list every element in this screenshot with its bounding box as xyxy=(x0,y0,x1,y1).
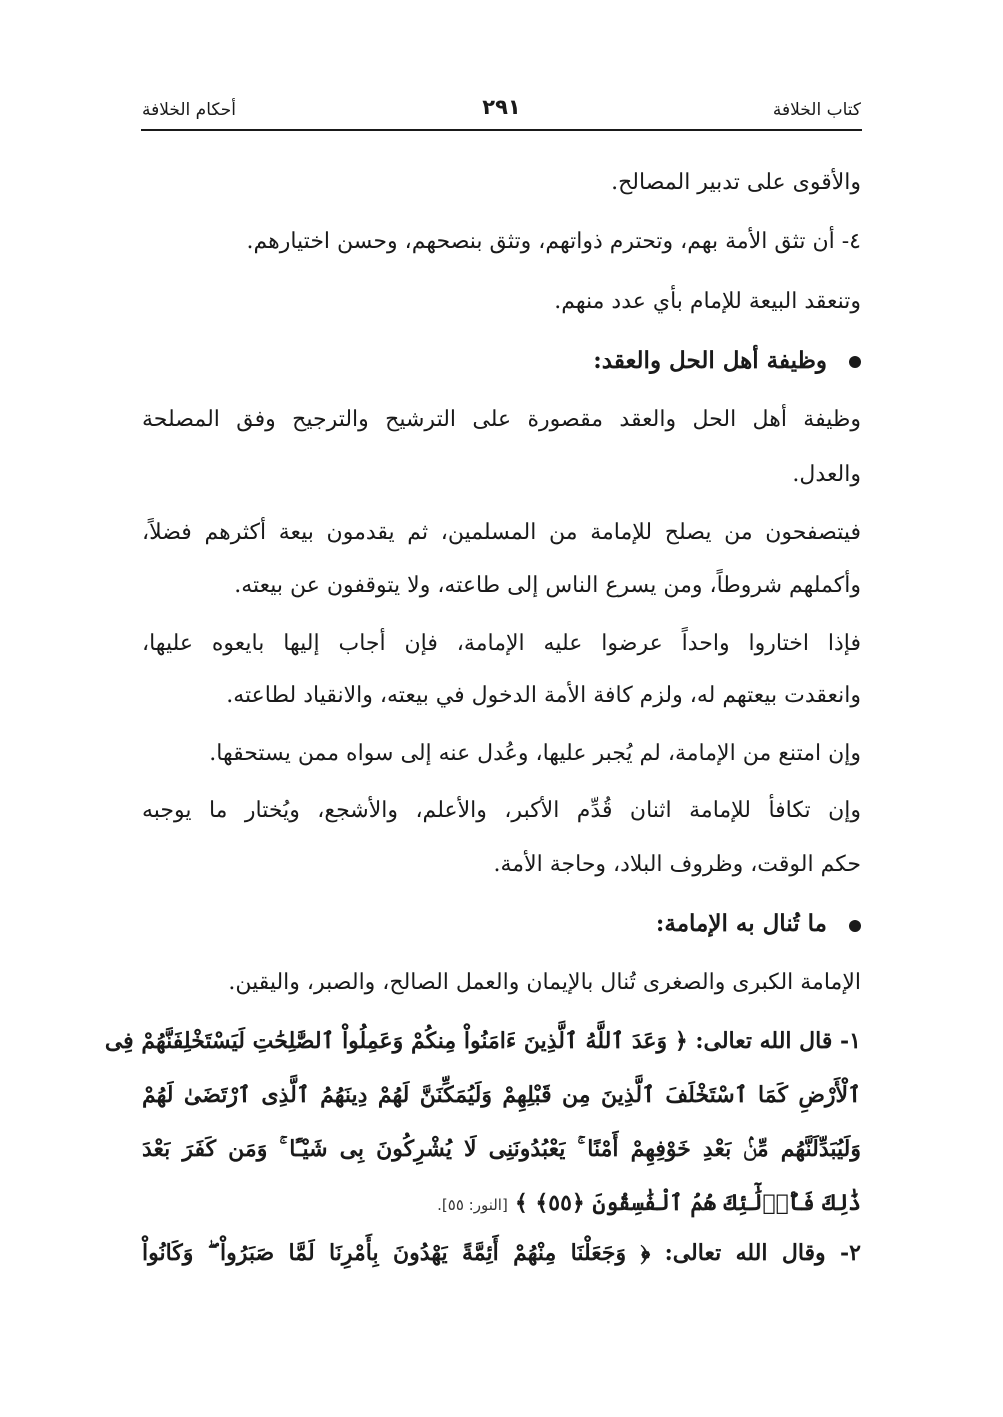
text-line: الإمامة الكبرى والصغرى تُنال بالإيمان والعمل الصالح، والصبر، واليقين. xyxy=(228,970,861,995)
text-line: والأقوى على تدبير المصالح. xyxy=(611,170,861,195)
section-heading: وظيفة أهل الحل والعقد: xyxy=(593,347,827,374)
text-line: حكم الوقت، وظروف البلاد، وحاجة الأمة. xyxy=(493,852,861,877)
quran-verse-line: ٱلْأَرْضِ كَمَا ٱسْتَخْلَفَ ٱلَّذِينَ مِن قَبْلِهِمْ وَلَيُمَكِّنَنَّ لَهُمْ دِينَهُمُ ٱلَّذِى ٱرْتَضَىٰ لَهُمْ xyxy=(142,1082,861,1108)
text-line: وأكملهم شروطاً، ومن يسرع الناس إلى طاعته، ولا يتوقفون عن بيعته. xyxy=(234,573,861,598)
text-line: فيتصفحون من يصلح للإمامة من المسلمين، ثم يقدمون بيعة أكثرهم فضلاً، xyxy=(142,520,861,545)
text-line: وانعقدت بيعتهم له، ولزم كافة الأمة الدخول في بيعته، والانقياد لطاعته. xyxy=(226,683,861,708)
header-book-title: كتاب الخلافة xyxy=(772,100,861,120)
header-divider xyxy=(141,129,862,131)
list-item: ٤- أن تثق الأمة بهم، وتحترم ذواتهم، وتثق بنصحهم، وحسن اختيارهم. xyxy=(246,229,861,254)
bullet-icon xyxy=(849,356,861,368)
quran-verse-end: ذَٰلِكَ فَأُو۟لَٰٓئِكَ هُمُ ٱلْفَٰسِقُونَ ﴿٥٥﴾ ﴾ xyxy=(514,1190,861,1216)
list-item: ٢- وقال الله تعالى: ﴿ وَجَعَلْنَا مِنْهُمْ أَئِمَّةً يَهْدُونَ بِأَمْرِنَا لَمَّا صَبَرُواْ ۖ وَكَانُواْ xyxy=(142,1240,861,1266)
text-line: فإذا اختاروا واحداً عرضوا عليه الإمامة، فإن أجاب إليها بايعوه عليها، xyxy=(142,631,861,656)
quran-verse-line: ١- قال الله تعالى: ﴿ وَعَدَ ٱللَّهُ ٱلَّذِينَ ءَامَنُواْ مِنكُمْ وَعَمِلُواْ ٱلصَّٰلِحَٰتِ لَيَسْتَخْلِفَنَّهُمْ فِى xyxy=(104,1028,861,1054)
text-line: والعدل. xyxy=(792,462,861,487)
quran-verse-line xyxy=(437,1186,861,1222)
text-line: وظيفة أهل الحل والعقد مقصورة على الترشيح والترجيح وفق المصلحة xyxy=(142,407,861,432)
text-line: وإن امتنع من الإمامة، لم يُجبر عليها، وعُدل عنه إلى سواه ممن يستحقها. xyxy=(209,741,861,766)
verse-reference: [النور: ٥٥]. xyxy=(437,1196,508,1214)
text-line: وإن تكافأ للإمامة اثنان قُدِّم الأكبر، والأعلم، والأشجع، ويُختار ما يوجبه xyxy=(142,798,861,823)
quran-verse-line: وَلَيُبَدِّلَنَّهُم مِّنۢ بَعْدِ خَوْفِهِمْ أَمْنًا ۚ يَعْبُدُونَنِى لَا يُشْرِكُونَ بِى شَيْـًٔا ۚ وَمَن كَفَرَ بَعْدَ xyxy=(142,1136,861,1162)
bullet-icon xyxy=(849,920,861,932)
page-number: ٢٩١ xyxy=(482,95,521,119)
text-line: وتنعقد البيعة للإمام بأي عدد منهم. xyxy=(554,289,861,314)
header-chapter-title: أحكام الخلافة xyxy=(142,100,236,120)
section-heading: ما تُنال به الإمامة: xyxy=(655,910,827,937)
